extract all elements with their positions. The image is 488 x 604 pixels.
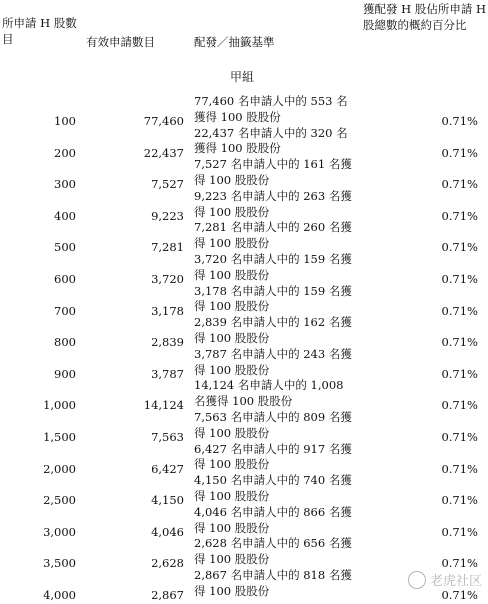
percentage-cell: 0.71% xyxy=(441,177,478,192)
allocation-basis-cell: 4,046 名申請人中的 866 名獲得 100 股股份 xyxy=(194,504,352,535)
header-valid-applications: 有效申請數目 xyxy=(86,35,155,49)
table-row xyxy=(0,94,488,126)
shares-applied-cell: 4,000 xyxy=(43,587,76,602)
header-approx-percentage: 獲配發 H 股佔所申請 H 股總數的概約百分比 xyxy=(363,2,487,32)
valid-applications-cell: 4,150 xyxy=(151,493,184,508)
tiger-logo-icon xyxy=(408,571,426,589)
allocation-basis-cell: 7,527 名申請人中的 161 名獲得 100 股股份 xyxy=(194,157,352,187)
shares-applied-cell: 200 xyxy=(54,145,76,160)
allocation-basis-cell: 9,223 名申請人中的 263 名獲得 100 股股份 xyxy=(194,188,352,219)
allocation-basis-cell: 3,720 名申請人中的 159 名獲得 100 股股份 xyxy=(194,251,352,282)
table-row xyxy=(0,410,488,442)
allocation-basis-cell: 2,839 名申請人中的 162 名獲得 100 股股份 xyxy=(194,315,352,345)
percentage-cell: 0.71% xyxy=(441,524,478,539)
valid-applications-cell: 77,460 xyxy=(143,114,184,128)
allocation-basis-cell: 2,628 名申請人中的 656 名獲得 100 股股份 xyxy=(194,536,352,567)
valid-applications-cell: 3,720 xyxy=(151,271,184,286)
allocation-basis-cell: 3,787 名申請人中的 243 名獲得 100 股股份 xyxy=(194,346,352,377)
shares-applied-cell: 300 xyxy=(54,177,76,192)
shares-applied-cell: 900 xyxy=(54,366,76,381)
allocation-basis-cell: 22,437 名申請人中的 320 名獲得 100 股股份 xyxy=(194,125,348,156)
valid-applications-cell: 9,223 xyxy=(151,208,184,223)
percentage-cell: 0.71% xyxy=(441,398,478,413)
table-row xyxy=(0,315,488,350)
allocation-basis-cell: 7,563 名申請人中的 809 名獲得 100 股股份 xyxy=(194,409,352,440)
shares-applied-cell: 2,500 xyxy=(43,493,76,508)
table-row xyxy=(0,284,488,316)
percentage-cell: 0.71% xyxy=(441,556,478,571)
table-row xyxy=(0,473,488,508)
watermark-text: 老虎社区 xyxy=(429,574,482,589)
table-row xyxy=(0,505,488,537)
valid-applications-cell: 7,563 xyxy=(151,429,184,444)
allocation-basis-cell: 14,124 名申請人中的 1,008 名獲得 100 股股份 xyxy=(194,378,344,409)
valid-applications-cell: 7,527 xyxy=(151,177,184,192)
valid-applications-cell: 3,787 xyxy=(151,366,184,381)
table-row xyxy=(0,536,488,571)
shares-applied-cell: 3,500 xyxy=(43,556,76,571)
valid-applications-cell: 14,124 xyxy=(143,398,184,413)
allocation-basis-cell: 77,460 名申請人中的 553 名獲得 100 股股份 xyxy=(194,94,348,124)
allocation-basis-cell: 4,150 名申請人中的 740 名獲得 100 股股份 xyxy=(194,473,352,503)
allocation-rows xyxy=(0,94,488,600)
header-shares-applied: 所申請 H 股數目 xyxy=(2,16,77,46)
percentage-cell: 0.71% xyxy=(441,366,478,381)
valid-applications-cell: 2,839 xyxy=(151,335,184,350)
percentage-cell: 0.71% xyxy=(441,493,478,508)
shares-applied-cell: 2,000 xyxy=(43,461,76,476)
table-row xyxy=(0,347,488,379)
allocation-basis-cell: 2,867 名申請人中的 818 名獲得 100 股股份 xyxy=(194,567,352,598)
shares-applied-cell: 1,000 xyxy=(43,398,76,413)
percentage-cell: 0.71% xyxy=(441,461,478,476)
group-title: 甲組 xyxy=(230,70,255,84)
percentage-cell: 0.71% xyxy=(441,271,478,286)
header-allocation-basis: 配發／抽籤基準 xyxy=(194,35,275,49)
allocation-basis-cell: 6,427 名申請人中的 917 名獲得 100 股股份 xyxy=(194,441,352,472)
shares-applied-cell: 1,500 xyxy=(43,429,76,444)
allocation-basis-cell: 7,281 名申請人中的 260 名獲得 100 股股份 xyxy=(194,220,352,251)
valid-applications-cell: 4,046 xyxy=(151,524,184,539)
valid-applications-cell: 2,628 xyxy=(151,556,184,571)
valid-applications-cell: 22,437 xyxy=(143,145,184,160)
shares-applied-cell: 500 xyxy=(54,240,76,255)
percentage-cell: 0.71% xyxy=(441,335,478,350)
percentage-cell: 0.71% xyxy=(441,208,478,223)
table-row xyxy=(0,220,488,255)
percentage-cell: 0.71% xyxy=(441,114,478,128)
shares-applied-cell: 3,000 xyxy=(43,524,76,539)
valid-applications-cell: 7,281 xyxy=(151,240,184,255)
shares-applied-cell: 100 xyxy=(54,114,76,128)
percentage-cell: 0.71% xyxy=(441,303,478,318)
table-row xyxy=(0,442,488,474)
valid-applications-cell: 6,427 xyxy=(151,461,184,476)
table-row xyxy=(0,252,488,284)
percentage-cell: 0.71% xyxy=(441,145,478,160)
table-row xyxy=(0,157,488,192)
table-row xyxy=(0,126,488,158)
valid-applications-cell: 2,867 xyxy=(151,587,184,602)
allocation-basis-cell: 3,178 名申請人中的 159 名獲得 100 股股份 xyxy=(194,283,352,314)
shares-applied-cell: 700 xyxy=(54,303,76,318)
table-row xyxy=(0,189,488,221)
percentage-cell: 0.71% xyxy=(441,240,478,255)
shares-applied-cell: 600 xyxy=(54,271,76,286)
table-row xyxy=(0,378,488,413)
percentage-cell: 0.71% xyxy=(441,587,478,602)
watermark xyxy=(408,570,482,589)
valid-applications-cell: 3,178 xyxy=(151,303,184,318)
shares-applied-cell: 400 xyxy=(54,208,76,223)
shares-applied-cell: 800 xyxy=(54,335,76,350)
percentage-cell: 0.71% xyxy=(441,429,478,444)
